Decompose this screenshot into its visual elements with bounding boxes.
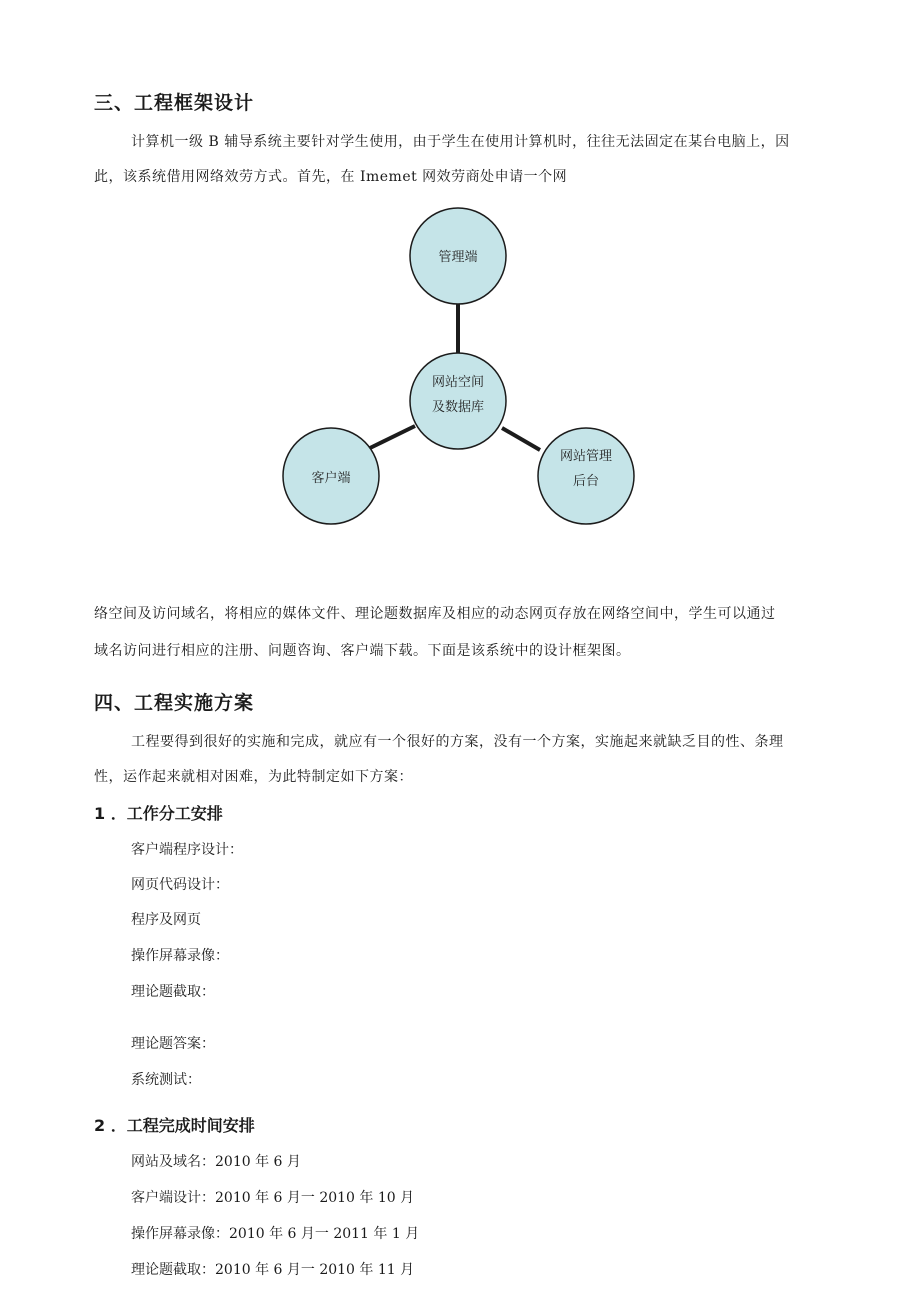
schedule-item: 操作屏幕录像：2010 年 6 月一 2011 年 1 月	[131, 1226, 420, 1242]
architecture-diagram	[270, 198, 650, 538]
schedule-item: 网站及域名：2010 年 6 月	[131, 1154, 301, 1170]
section-3-paragraph-2-line-2: 域名访问进行相应的注册、问题咨询、客户端下载。下面是该系统中的设计框架图。	[94, 643, 631, 659]
task-item: 客户端程序设计：	[131, 842, 243, 858]
section-4-paragraph-line-2: 性，运作起来就相对困难，为此特制定如下方案：	[94, 769, 413, 785]
node-admin-label: 管理端	[438, 250, 478, 265]
node-backend	[538, 428, 634, 524]
connector-left	[370, 426, 415, 448]
node-admin	[410, 208, 506, 304]
node-center-label-line-1: 网站空间	[431, 375, 485, 390]
section-3-paragraph-1-line-1: 计算机一级 B 辅导系统主要针对学生使用，由于学生在使用计算机时，往往无法固定在某台电脑上，因	[131, 134, 790, 150]
task-item: 程序及网页	[131, 912, 201, 928]
section-3-paragraph-2-line-1: 络空间及访问域名，将相应的媒体文件、理论题数据库及相应的动态网页存放在网络空间中，学生可以通过	[94, 606, 776, 622]
node-client	[283, 428, 379, 524]
task-item: 操作屏幕录像：	[131, 948, 229, 964]
task-item: 理论题截取：	[131, 984, 215, 1000]
schedule-item: 理论题截取：2010 年 6 月一 2010 年 11 月	[131, 1262, 415, 1278]
subsection-2-title: 2 ．工程完成时间安排	[94, 1116, 255, 1135]
section-3-paragraph-1-line-2: 此，该系统借用网络效劳方式。首先，在 Imemet 网效劳商处申请一个网	[94, 169, 568, 185]
task-item: 系统测试：	[131, 1072, 201, 1088]
task-item: 网页代码设计：	[131, 877, 229, 893]
node-center-label-line-2: 及数据库	[431, 400, 485, 415]
subsection-1-title: 1 ．工作分工安排	[94, 804, 223, 823]
connector-right	[502, 428, 540, 450]
node-client-label: 客户端	[311, 471, 351, 486]
task-item: 理论题答案：	[131, 1036, 215, 1052]
node-backend-label-line-2: 后台	[572, 474, 600, 489]
section-4-paragraph-line-1: 工程要得到很好的实施和完成，就应有一个很好的方案，没有一个方案，实施起来就缺乏目的性、条理	[131, 734, 784, 750]
node-backend-label-line-1: 网站管理	[559, 449, 613, 464]
section-3-heading: 三、工程框架设计	[94, 92, 255, 114]
section-4-heading: 四、工程实施方案	[94, 692, 255, 714]
schedule-item: 客户端设计：2010 年 6 月一 2010 年 10 月	[131, 1190, 415, 1206]
node-center	[410, 353, 506, 449]
